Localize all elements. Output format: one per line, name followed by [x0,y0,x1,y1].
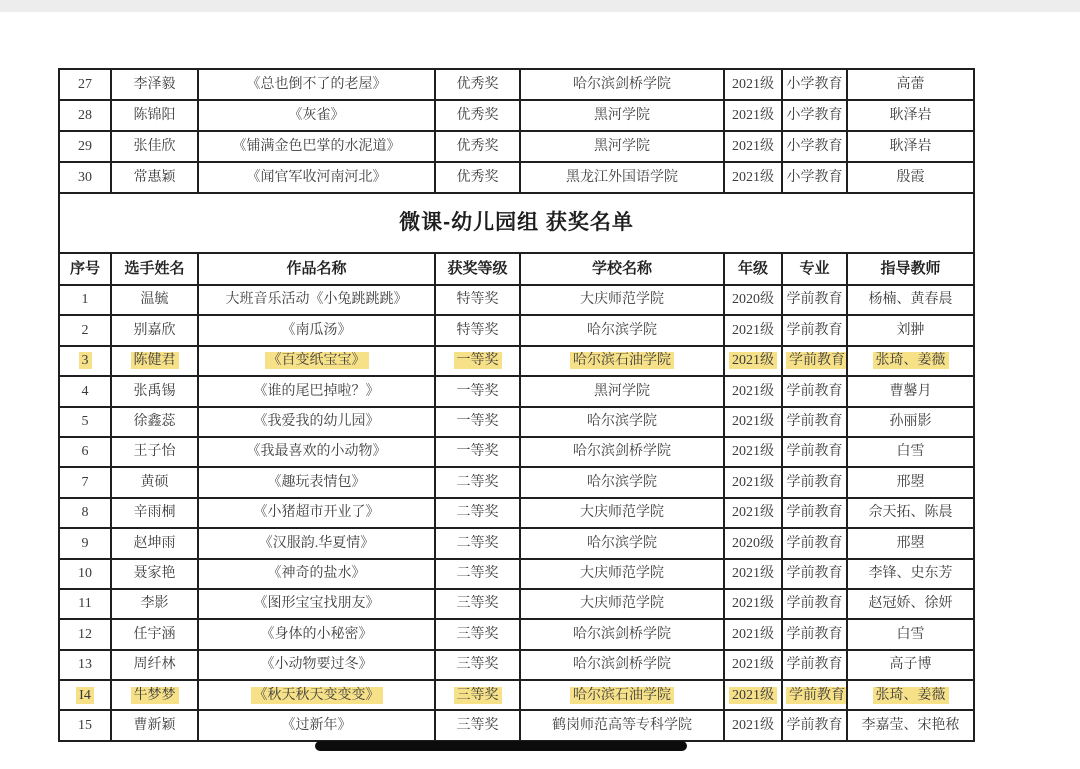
grade-cell: 2021级 [724,619,782,649]
school-name-cell: 哈尔滨剑桥学院 [520,69,724,100]
major-cell: 学前教育 [782,710,847,740]
contestant-name-cell: 赵坤雨 [111,528,198,558]
serial-cell: 10 [59,559,111,589]
work-title-cell: 《南瓜汤》 [198,315,435,345]
advisor-cell: 邢曌 [847,528,974,558]
work-title-cell: 《汉服韵.华夏情》 [198,528,435,558]
school-name-cell: 黑河学院 [520,131,724,162]
highlighted-text: 学前教育 [786,352,847,369]
advisor-cell [847,680,974,710]
grade-cell: 2021级 [724,69,782,100]
highlighted-text: 陈健君 [131,352,179,369]
contestant-name-cell: 李影 [111,589,198,619]
contestant-name-cell: 李泽毅 [111,69,198,100]
work-title-cell: 大班音乐活动《小兔跳跳跳》 [198,285,435,315]
work-title-cell [198,680,435,710]
advisor-cell: 赵冠娇、徐妍 [847,589,974,619]
grade-cell: 2021级 [724,315,782,345]
work-title-cell: 《小动物要过冬》 [198,650,435,680]
major-cell: 学前教育 [782,315,847,345]
school-name-cell: 大庆师范学院 [520,589,724,619]
major-cell: 学前教育 [782,559,847,589]
section-title-row [59,193,974,253]
table-row [59,131,974,162]
advisor-cell [847,346,974,376]
advisor-cell: 曹馨月 [847,376,974,406]
school-name-cell: 黑龙江外国语学院 [520,162,724,193]
highlighted-text: 《百变纸宝宝》 [265,352,369,369]
table-row [59,69,974,100]
major-cell: 学前教育 [782,285,847,315]
work-title-cell: 《身体的小秘密》 [198,619,435,649]
serial-cell: 8 [59,498,111,528]
school-name-cell: 哈尔滨学院 [520,407,724,437]
work-title-cell: 《图形宝宝找朋友》 [198,589,435,619]
advisor-cell: 佘天拓、陈晨 [847,498,974,528]
serial-cell: 9 [59,528,111,558]
work-title-cell: 《过新年》 [198,710,435,740]
contestant-name-cell: 张禹锡 [111,376,198,406]
school-name-cell [520,346,724,376]
grade-cell: 2021级 [724,559,782,589]
award-level-cell: 一等奖 [435,376,520,406]
major-cell: 学前教育 [782,619,847,649]
school-name-cell: 哈尔滨剑桥学院 [520,650,724,680]
table-row [59,407,974,437]
major-cell: 学前教育 [782,467,847,497]
award-level-cell: 三等奖 [435,619,520,649]
highlighted-text: 《秋天秋天变变变》 [251,687,383,704]
table-row [59,710,974,740]
advisor-cell: 刘翀 [847,315,974,345]
major-cell: 学前教育 [782,498,847,528]
grade-cell: 2021级 [724,437,782,467]
award-level-cell: 一等奖 [435,437,520,467]
grade-cell: 2021级 [724,710,782,740]
contestant-name-cell: 周纤林 [111,650,198,680]
award-level-cell: 二等奖 [435,528,520,558]
grade-cell: 2020级 [724,285,782,315]
advisor-cell: 高蕾 [847,69,974,100]
school-name-cell: 黑河学院 [520,100,724,131]
advisor-cell: 杨楠、黄春晨 [847,285,974,315]
table-row [59,589,974,619]
serial-cell: 27 [59,69,111,100]
grade-cell [724,346,782,376]
serial-cell: 6 [59,437,111,467]
award-level-cell: 二等奖 [435,498,520,528]
table-row [59,285,974,315]
header-cell: 指导教师 [847,253,974,285]
page-top-edge [0,0,1080,12]
school-name-cell: 鹤岗师范高等专科学院 [520,710,724,740]
serial-cell: 7 [59,467,111,497]
contestant-name-cell: 陈锦阳 [111,100,198,131]
major-cell: 学前教育 [782,437,847,467]
work-title-cell: 《铺满金色巴掌的水泥道》 [198,131,435,162]
highlighted-text: 张琦、姜薇 [873,687,949,704]
grade-cell: 2021级 [724,498,782,528]
contestant-name-cell: 辛雨桐 [111,498,198,528]
major-cell [782,346,847,376]
table-row [59,528,974,558]
award-level-cell: 优秀奖 [435,131,520,162]
major-cell: 学前教育 [782,650,847,680]
header-cell: 获奖等级 [435,253,520,285]
grade-cell: 2021级 [724,100,782,131]
work-title-cell: 《小猪超市开业了》 [198,498,435,528]
work-title-cell: 《趣玩表情包》 [198,467,435,497]
highlighted-text: 张琦、姜薇 [873,352,949,369]
contestant-name-cell [111,680,198,710]
school-name-cell: 哈尔滨剑桥学院 [520,619,724,649]
contestant-name-cell: 任宇涵 [111,619,198,649]
grade-cell: 2021级 [724,650,782,680]
work-title-cell: 《闻官军收河南河北》 [198,162,435,193]
serial-cell: 13 [59,650,111,680]
advisor-cell: 李锋、史东芳 [847,559,974,589]
major-cell: 学前教育 [782,376,847,406]
school-name-cell: 哈尔滨剑桥学院 [520,437,724,467]
award-level-cell: 三等奖 [435,589,520,619]
award-level-cell: 特等奖 [435,285,520,315]
highlighted-text: 三等奖 [454,687,502,704]
school-name-cell: 哈尔滨学院 [520,467,724,497]
table-row [59,315,974,345]
grade-cell: 2021级 [724,407,782,437]
award-level-cell [435,680,520,710]
serial-cell: 28 [59,100,111,131]
highlighted-text: 3 [79,352,92,369]
highlighted-text: 一等奖 [454,352,502,369]
table-row [59,437,974,467]
grade-cell: 2021级 [724,162,782,193]
table-row [59,680,974,710]
major-cell: 小学教育 [782,162,847,193]
award-level-cell: 二等奖 [435,467,520,497]
table-row [59,346,974,376]
award-level-cell: 二等奖 [435,559,520,589]
grade-cell [724,680,782,710]
work-title-cell: 《总也倒不了的老屋》 [198,69,435,100]
bottom-handle-bar [315,741,687,751]
serial-cell: 29 [59,131,111,162]
header-cell: 专业 [782,253,847,285]
serial-cell [59,346,111,376]
school-name-cell: 大庆师范学院 [520,498,724,528]
school-name-cell: 哈尔滨学院 [520,528,724,558]
award-level-cell: 一等奖 [435,407,520,437]
advisor-cell: 耿泽岩 [847,100,974,131]
table-row [59,650,974,680]
table-row [59,467,974,497]
award-level-cell: 三等奖 [435,710,520,740]
work-title-cell: 《神奇的盐水》 [198,559,435,589]
grade-cell: 2021级 [724,589,782,619]
serial-cell: 2 [59,315,111,345]
highlighted-text: 牛梦梦 [131,687,179,704]
table-header-row [59,253,974,285]
table-row [59,619,974,649]
award-level-cell: 特等奖 [435,315,520,345]
advisor-cell: 邢曌 [847,467,974,497]
work-title-cell [198,346,435,376]
table-row [59,100,974,131]
major-cell: 学前教育 [782,407,847,437]
work-title-cell: 《谁的尾巴掉啦？》 [198,376,435,406]
highlighted-text: 哈尔滨石油学院 [570,687,674,704]
contestant-name-cell [111,346,198,376]
serial-cell: 11 [59,589,111,619]
header-cell: 学校名称 [520,253,724,285]
grade-cell: 2021级 [724,467,782,497]
advisor-cell: 李嘉莹、宋艳秾 [847,710,974,740]
major-cell: 小学教育 [782,69,847,100]
contestant-name-cell: 张佳欣 [111,131,198,162]
highlighted-text: 哈尔滨石油学院 [570,352,674,369]
school-name-cell: 大庆师范学院 [520,559,724,589]
header-cell: 作品名称 [198,253,435,285]
header-cell: 选手姓名 [111,253,198,285]
highlighted-text: I4 [76,687,94,704]
major-cell: 学前教育 [782,528,847,558]
grade-cell: 2020级 [724,528,782,558]
section-title: 微课-幼儿园组 获奖名单 [59,193,974,253]
header-cell: 年级 [724,253,782,285]
award-level-cell: 优秀奖 [435,100,520,131]
school-name-cell: 哈尔滨学院 [520,315,724,345]
major-cell: 小学教育 [782,131,847,162]
contestant-name-cell: 王子怡 [111,437,198,467]
serial-cell: 15 [59,710,111,740]
contestant-name-cell: 黄硕 [111,467,198,497]
advisor-cell: 高子博 [847,650,974,680]
highlighted-text: 学前教育 [786,687,847,704]
advisor-cell: 殷霞 [847,162,974,193]
header-cell: 序号 [59,253,111,285]
highlighted-text: 2021级 [729,687,777,704]
contestant-name-cell: 聂家艳 [111,559,198,589]
major-cell: 学前教育 [782,589,847,619]
table-row [59,498,974,528]
award-list-table-body [59,69,974,741]
serial-cell: 1 [59,285,111,315]
work-title-cell: 《我最喜欢的小动物》 [198,437,435,467]
contestant-name-cell: 温毓 [111,285,198,315]
serial-cell: 30 [59,162,111,193]
table-row [59,559,974,589]
advisor-cell: 白雪 [847,619,974,649]
serial-cell: 4 [59,376,111,406]
award-list-table [58,68,975,742]
advisor-cell: 白雪 [847,437,974,467]
serial-cell: 12 [59,619,111,649]
contestant-name-cell: 常惠颖 [111,162,198,193]
table-row [59,376,974,406]
grade-cell: 2021级 [724,131,782,162]
grade-cell: 2021级 [724,376,782,406]
serial-cell [59,680,111,710]
school-name-cell: 黑河学院 [520,376,724,406]
award-level-cell [435,346,520,376]
award-level-cell: 优秀奖 [435,69,520,100]
work-title-cell: 《灰雀》 [198,100,435,131]
work-title-cell: 《我爱我的幼儿园》 [198,407,435,437]
table-row [59,162,974,193]
serial-cell: 5 [59,407,111,437]
highlighted-text: 2021级 [729,352,777,369]
school-name-cell [520,680,724,710]
advisor-cell: 孙丽影 [847,407,974,437]
major-cell [782,680,847,710]
contestant-name-cell: 徐鑫蕊 [111,407,198,437]
award-level-cell: 三等奖 [435,650,520,680]
major-cell: 小学教育 [782,100,847,131]
school-name-cell: 大庆师范学院 [520,285,724,315]
award-level-cell: 优秀奖 [435,162,520,193]
advisor-cell: 耿泽岩 [847,131,974,162]
contestant-name-cell: 别嘉欣 [111,315,198,345]
contestant-name-cell: 曹新颖 [111,710,198,740]
